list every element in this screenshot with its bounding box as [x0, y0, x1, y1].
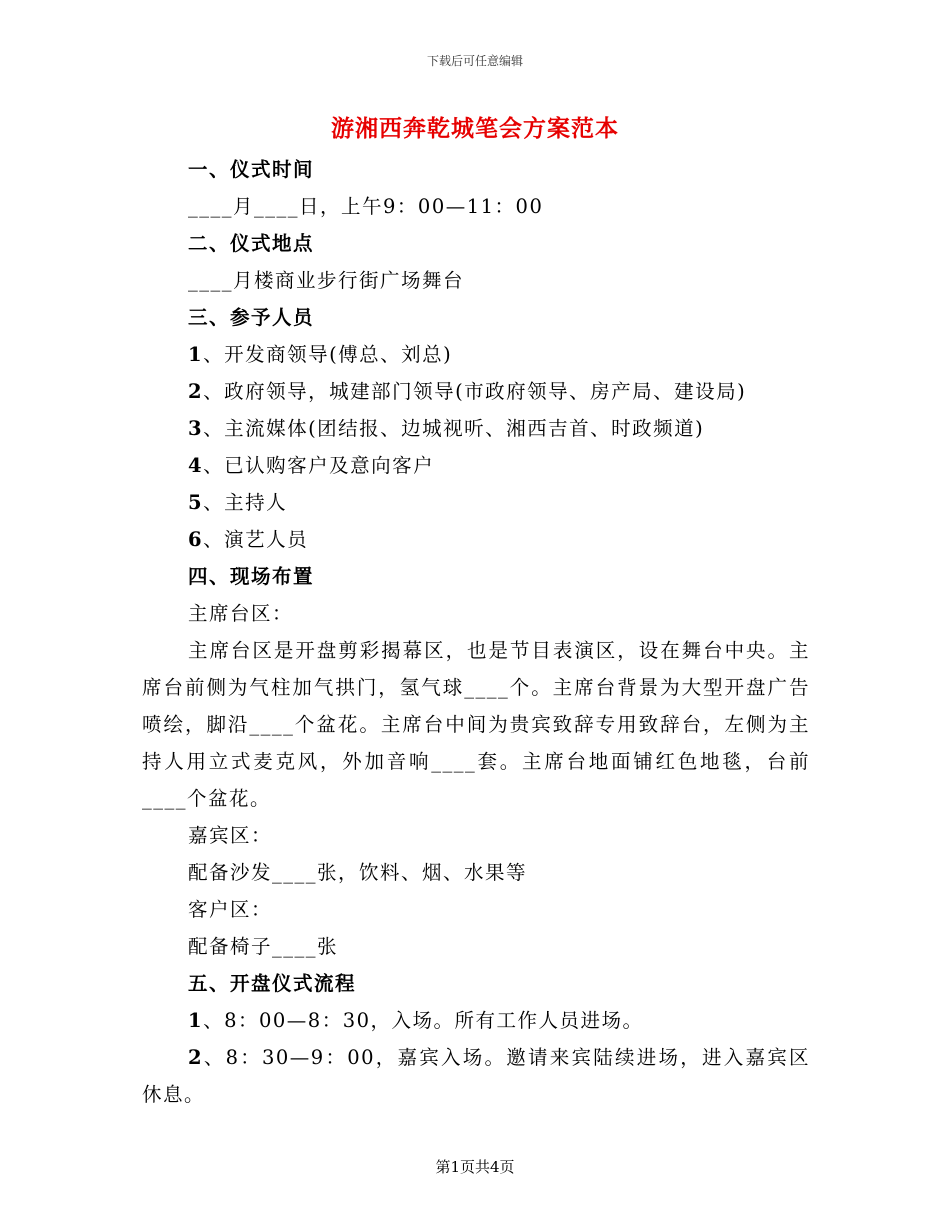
section-heading-opening-process: 五、开盘仪式流程 [188, 972, 357, 995]
ceremony-location-line: ____月楼商业步行街广场舞台 [188, 269, 465, 292]
participant-item-text: 、政府领导，城建部门领导(市政府领导、房产局、建设局) [203, 380, 747, 403]
zone-label-rostrum: 主席台区： [188, 602, 294, 625]
process-item-number: 2 [188, 1046, 204, 1069]
document-body [142, 151, 810, 1113]
process-item-number: 1 [188, 1009, 204, 1032]
participant-item [142, 410, 810, 447]
rostrum-description-paragraph: 主席台区是开盘剪彩揭幕区，也是节目表演区，设在舞台中央。主席台前侧为气柱加气拱门，氢气球____个。主席台背景为大型开盘广告喷绘，脚沿____个盆花。主席台中间为贵宾致辞专用致辞台，左侧为主持人用立式麦克风，外加音响____套。主席台地面铺红色地毯，台前____个盆花。 [142, 639, 810, 810]
customer-zone-line: 配备椅子____张 [188, 935, 339, 958]
page-header-note: 下载后可任意编辑 [426, 54, 523, 68]
process-item [142, 1039, 810, 1113]
section-heading-site-layout: 四、现场布置 [188, 565, 315, 588]
participant-item [142, 484, 810, 521]
zone-label-guest: 嘉宾区： [188, 824, 273, 847]
participant-item [142, 521, 810, 558]
participant-item [142, 336, 810, 373]
section-heading-participants: 三、参予人员 [188, 306, 315, 329]
participant-item-number: 1 [188, 343, 204, 366]
participant-item-text: 、主流媒体(团结报、边城视听、湘西吉首、时政频道) [203, 417, 705, 440]
process-item-text: 、8：00—8：30，入场。所有工作人员进场。 [203, 1009, 644, 1032]
zone-label-customer: 客户区： [188, 898, 273, 921]
guest-zone-line: 配备沙发____张，饮料、烟、水果等 [188, 861, 528, 884]
participant-item-text: 、演艺人员 [203, 528, 309, 551]
participant-item [142, 447, 810, 484]
section-heading-ceremony-time: 一、仪式时间 [188, 158, 315, 181]
process-item-text: 、8：30—9：00，嘉宾入场。邀请来宾陆续进场，进入嘉宾区休息。 [142, 1046, 810, 1106]
participant-item-text: 、已认购客户及意向客户 [203, 454, 435, 477]
ceremony-time-line: ____月____日，上午9：00—11：00 [188, 195, 544, 218]
participant-item-number: 2 [188, 380, 204, 403]
page-footer-number: 第1页共4页 [435, 1158, 515, 1176]
participant-item-number: 3 [188, 417, 204, 440]
participant-item [142, 373, 810, 410]
participant-item-number: 4 [188, 454, 204, 477]
section-heading-ceremony-location: 二、仪式地点 [188, 232, 315, 255]
participant-item-text: 、主持人 [203, 491, 288, 514]
process-item [142, 1002, 810, 1039]
participant-item-number: 5 [188, 491, 204, 514]
participant-item-number: 6 [188, 528, 204, 551]
participant-item-text: 、开发商领导(傅总、刘总) [203, 343, 453, 366]
document-title: 游湘西奔乾城笔会方案范本 [331, 115, 619, 142]
